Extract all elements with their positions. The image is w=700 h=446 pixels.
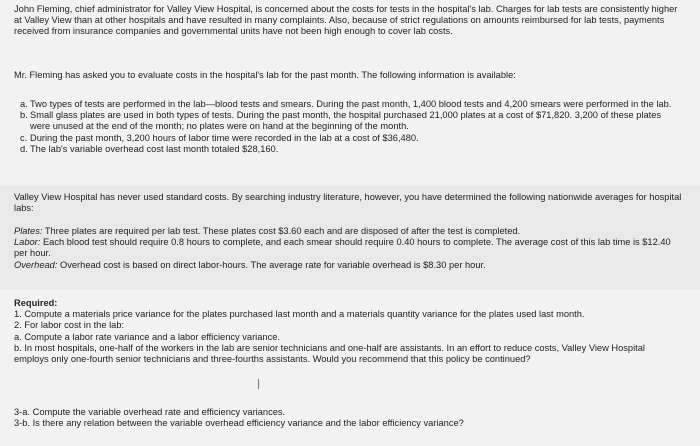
standards-intro (14, 192, 682, 214)
required-section (14, 298, 682, 365)
required-q2: 2. For labor cost in the lab: (14, 320, 125, 331)
info-list (20, 99, 682, 155)
info-item-b: b. Small glass plates are used in both types of tests. During the past month, the hospital purchased 21,000 plates at a cost of $71,820. 3,200 of these plates were unused at the end of the month; no plates were on hand at the beginning of the month. (20, 110, 662, 132)
standard-overhead: Overhead: Overhead cost is based on direct labor-hours. The average rate for variable overhead is $8.30 per hour. (14, 259, 486, 270)
text-cursor (258, 379, 259, 389)
intro-request (14, 70, 682, 81)
part3-section (14, 407, 682, 429)
required-q3b: 3-b. Is there any relation between the variable overhead efficiency variance and the labor efficiency variance? (14, 418, 464, 429)
standard-labor: Labor: Each blood test should require 0.8 hours to complete, and each smear should require 0.40 hours to complete. The average cost of this lab time is $12.40 per hour. (14, 237, 671, 259)
required-q3a: 3-a. Compute the variable overhead rate and efficiency variances. (14, 407, 286, 417)
required-q2a: a. Compute a labor rate variance and a labor efficiency variance. (14, 331, 280, 342)
intro-section (14, 4, 682, 38)
info-item-a: a. Two types of tests are performed in the lab—blood tests and smears. During the past month, 1,400 blood tests and 4,200 smears were performed in the lab. (20, 99, 672, 109)
info-item-c: c. During the past month, 3,200 hours of labor time were recorded in the lab at a cost of $36,480. (20, 132, 419, 143)
standards-intro-text: Valley View Hospital has never used standard costs. By searching industry literature, however, you have determined the following nationwide averages for hospital labs: (14, 192, 682, 214)
required-q1: 1. Compute a materials price variance for the plates purchased last month and a materials quantity variance for the plates used last month. (14, 309, 585, 320)
standards-list (14, 226, 682, 271)
intro-paragraph: John Fleming, chief administrator for Valley View Hospital, is concerned about the costs for tests in the hospital's lab. Charges for lab tests are consistently higher at Valley View than at other hospitals and have resulted in many complaints. Also, because of strict regulations on amounts reimbursed for lab tests, payments received from insurance companies and governmental units have not been high enough to cover lab costs. (14, 4, 678, 37)
required-q2b: b. In most hospitals, one-half of the workers in the lab are senior technicians and one-half are assistants. In an effort to reduce costs, Valley View Hospital employs only one-fourth senior technicians and three-fourths assistants. Would you recommend that this policy be continued? (14, 342, 645, 365)
request-paragraph: Mr. Fleming has asked you to evaluate costs in the hospital's lab for the past month. The following information is available: (14, 70, 516, 80)
standard-plates: Plates: Three plates are required per lab test. These plates cost $3.60 each and are disposed of after the test is completed. (14, 226, 521, 236)
required-heading: Required: (14, 298, 58, 308)
info-item-d: d. The lab's variable overhead cost last month totaled $28,160. (20, 143, 279, 154)
